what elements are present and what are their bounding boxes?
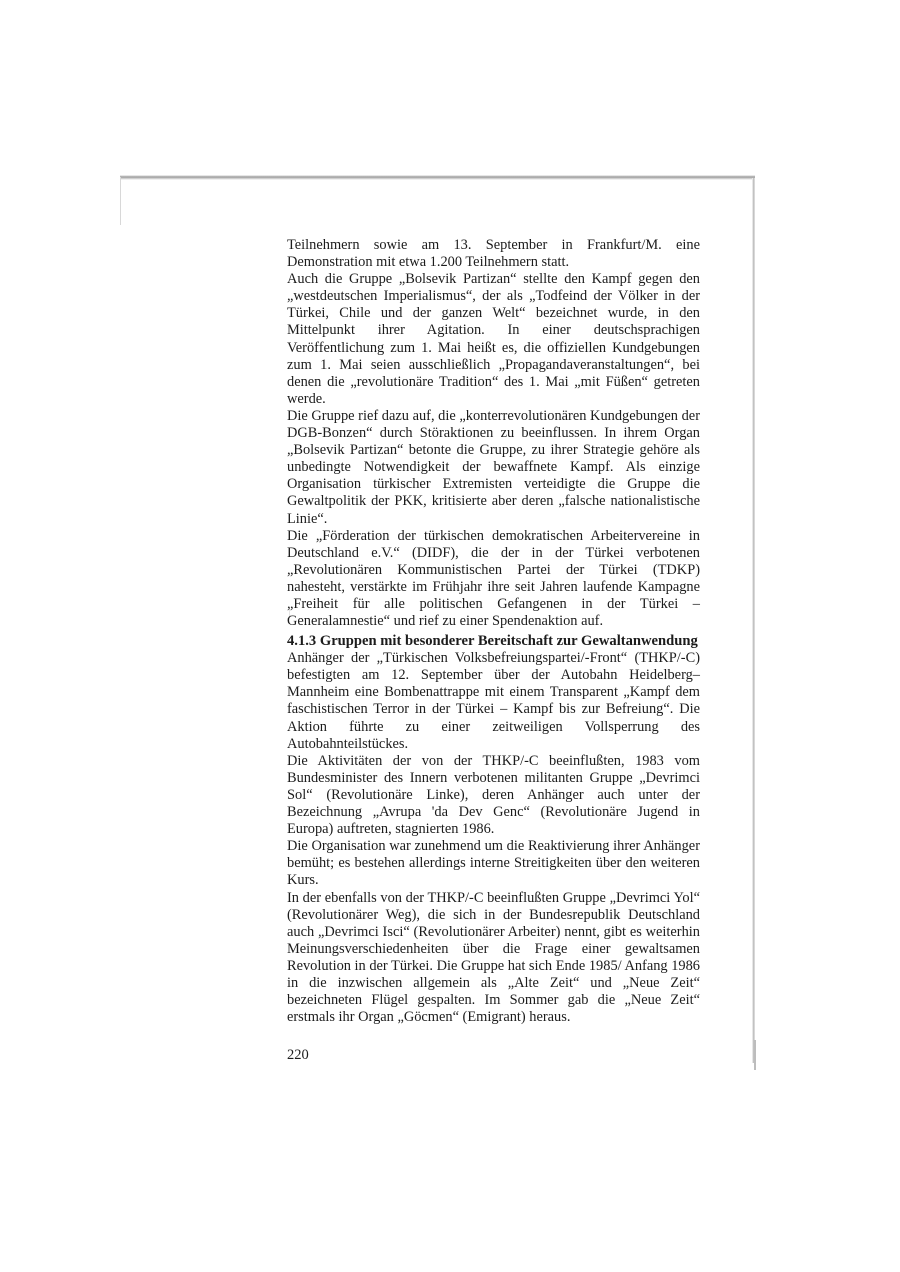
paragraph: Die Aktivitäten der von der THKP/-C beeinflußten, 1983 vom Bundesminister des Innern verbotenen militanten Gruppe „Devrimci Sol“ (Revolutionäre Linke), deren Anhänger auch unter der Bezeichnung „Avrupa 'da Dev Genc“ (Revolutionäre Jugend in Europa) auftreten, stagnierten 1986. xyxy=(287,752,700,838)
page-number: 220 xyxy=(287,1047,309,1063)
section-heading xyxy=(287,633,700,650)
scan-shadow-right-lower xyxy=(754,1040,756,1070)
paragraph: Anhänger der „Türkischen Volksbefreiungspartei/-Front“ (THKP/-C) befestigten am 12. September über der Autobahn Heidelberg–Mannheim eine Bombenattrappe mit einem Transparent „Kampf dem faschistischen Terror in der Türkei – Kampf bis zur Befreiung“. Die Aktion führte zu einer zeitweiligen Vollsperrung des Autobahnteilstückes. xyxy=(287,650,700,752)
paragraph: Die Gruppe rief dazu auf, die „konterrevolutionären Kundgebungen der DGB-Bonzen“ durch Störaktionen zu beeinflussen. In ihrem Organ „Bolsevik Partizan“ betonte die Gruppe, zu ihrer Strategie gehöre als unbedingte Notwendigkeit der bewaffnete Kampf. Als einzige Organisation türkischer Extremisten verteidigte die Gruppe die Gewaltpolitik der PKK, kritisierte aber deren „falsche nationalistische Linie“. xyxy=(287,407,700,527)
body-text-section xyxy=(287,633,700,1026)
paragraph: Die Organisation war zunehmend um die Reaktivierung ihrer Anhänger bemüht; es bestehen allerdings interne Streitigkeiten über den weiteren Kurs. xyxy=(287,838,700,889)
section-number: 4.1.3 xyxy=(287,633,317,649)
body-text-top xyxy=(287,237,700,630)
paragraph: Die „Förderation der türkischen demokratischen Arbeitervereine in Deutschland e.V.“ (DIDF), die der in der Türkei verbotenen „Revolutionären Kommunistischen Partei der Türkei (TDKP) nahesteht, verstärkte im Frühjahr ihre seit Jahren laufende Kampagne „Freiheit für alle politischen Gefangenen in der Türkei – Generalamnestie“ und rief zu einer Spendenaktion auf. xyxy=(287,527,700,630)
section-title: Gruppen mit besonderer Bereitschaft zur Gewaltanwendung xyxy=(319,633,698,649)
paragraph: Auch die Gruppe „Bolsevik Partizan“ stellte den Kampf gegen den „westdeutschen Imperialismus“, der als „Todfeind der Völker in der Türkei, Chile und der ganzen Welt“ bezeichnet wurde, in den Mittelpunkt ihrer Agitation. In einer deutschsprachigen Veröffentlichung zum 1. Mai heißt es, die offiziellen Kundgebungen zum 1. Mai seien ausschließlich „Propagandaveranstaltungen“, bei denen die „revolutionäre Tradition“ des 1. Mai „mit Füßen“ getreten werde. xyxy=(287,271,700,407)
scan-shadow-left xyxy=(120,177,121,225)
scan-shadow-top xyxy=(120,175,755,180)
paragraph: In der ebenfalls von der THKP/-C beeinflußten Gruppe „Devrimci Yol“ (Revolutionärer Weg), die sich in der Bundesrepublik Deutschland auch „Devrimci Isci“ (Revolutionärer Arbeiter) nennt, gibt es weiterhin Meinungsverschiedenheiten über die Frage einer gewaltsamen Revolution in der Türkei. Die Gruppe hat sich Ende 1985/ Anfang 1986 in die inzwischen allgemein als „Alte Zeit“ und „Neue Zeit“ bezeichneten Flügel gespalten. Im Sommer gab die „Neue Zeit“ erstmals ihr Organ „Göcmen“ (Emigrant) heraus. xyxy=(287,889,700,1026)
paragraph: Teilnehmern sowie am 13. September in Frankfurt/M. eine Demonstration mit etwa 1.200 Teilnehmern statt. xyxy=(287,237,700,271)
scan-shadow-right xyxy=(752,178,755,1063)
